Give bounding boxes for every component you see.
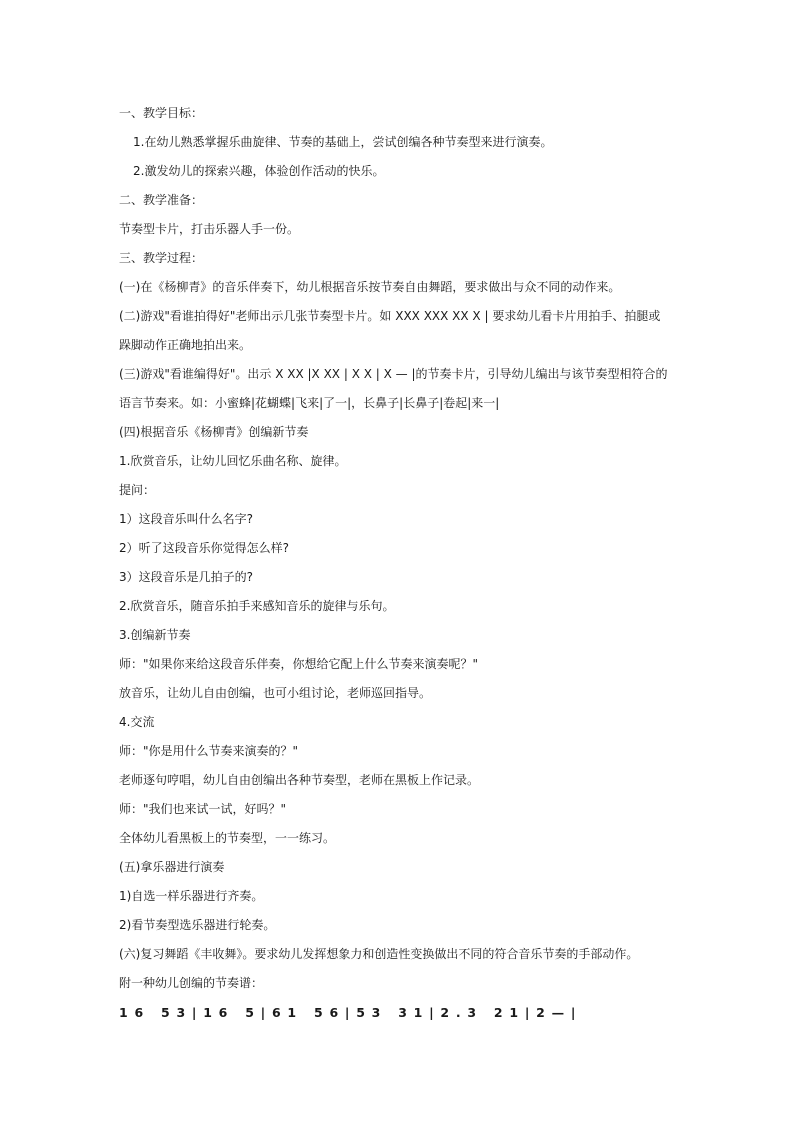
substep-clap: 2.欣赏音乐，随音乐拍手来感知音乐的旋律与乐句。 [119, 599, 395, 613]
goal-item-1: 1.在幼儿熟悉掌握乐曲旋律、节奏的基础上，尝试创编各种节奏型来进行演奏。 [133, 135, 553, 149]
teacher-quote-2: 师："你是用什么节奏来演奏的？" [119, 744, 299, 758]
rhythm-score: 1 6 5 3 | 1 6 5 | 6 1 5 6 | 5 3 3 1 | 2 . 3 2 1 | 2 — | [119, 1005, 577, 1020]
substep-listen: 1.欣赏音乐，让幼儿回忆乐曲名称、旋律。 [119, 454, 347, 468]
teacher-quote-1: 师："如果你来给这段音乐伴奏，你想给它配上什么节奏来演奏呢？" [119, 657, 479, 671]
preparation-text: 节奏型卡片，打击乐器人手一份。 [119, 222, 300, 236]
substep-exchange: 4.交流 [119, 715, 155, 729]
teacher-quote-3: 师："我们也来试一试，好吗？" [119, 802, 287, 816]
goal-item-2: 2.激发幼儿的探索兴趣，体验创作活动的快乐。 [133, 164, 385, 178]
question-2: 2）听了这段音乐你觉得怎么样? [119, 541, 290, 555]
play-music-text: 放音乐，让幼儿自由创编，也可小组讨论，老师巡回指导。 [119, 686, 432, 700]
process-step-1: (一)在《杨柳青》的音乐伴奏下，幼儿根据音乐按节奏自由舞蹈，要求做出与众不同的动作来。 [119, 280, 621, 294]
instrument-item-1: 1)自选一样乐器进行齐奏。 [119, 889, 264, 903]
question-3: 3）这段音乐是几拍子的? [119, 570, 254, 584]
process-step-2: (二)游戏"看谁拍得好"老师出示几张节奏型卡片。如 XXX XXX XX X | 要求幼儿看卡片用拍手、拍腿或 [119, 309, 661, 323]
process-step-6: (六)复习舞蹈《丰收舞》。要求幼儿发挥想象力和创造性变换做出不同的符合音乐节奏的手部动作。 [119, 947, 639, 961]
record-text: 老师逐句哼唱，幼儿自由创编出各种节奏型，老师在黑板上作记录。 [119, 773, 480, 787]
question-1: 1）这段音乐叫什么名字? [119, 512, 254, 526]
practice-text: 全体幼儿看黑板上的节奏型，一一练习。 [119, 831, 336, 845]
questions-label: 提问： [119, 483, 156, 497]
section-heading-goals: 一、教学目标： [119, 106, 204, 120]
process-step-3: (三)游戏"看谁编得好"。出示 X XX |X XX | X X | X — |的节奏卡片，引导幼儿编出与该节奏型相符合的 [119, 367, 668, 381]
process-step-4: (四)根据音乐《杨柳青》创编新节奏 [119, 425, 309, 439]
process-step-5: (五)拿乐器进行演奏 [119, 860, 225, 874]
appendix-label: 附一种幼儿创编的节奏谱： [119, 976, 264, 990]
instrument-item-2: 2)看节奏型选乐器进行轮奏。 [119, 918, 276, 932]
process-step-3-cont: 语言节奏来。如：小蜜蜂|花蝴蝶|飞来|了一|，长鼻子|长鼻子|卷起|来一| [119, 396, 500, 410]
section-heading-preparation: 二、教学准备： [119, 193, 204, 207]
substep-create: 3.创编新节奏 [119, 628, 191, 642]
process-step-2-cont: 跺脚动作正确地拍出来。 [119, 338, 252, 352]
section-heading-process: 三、教学过程： [119, 251, 204, 265]
